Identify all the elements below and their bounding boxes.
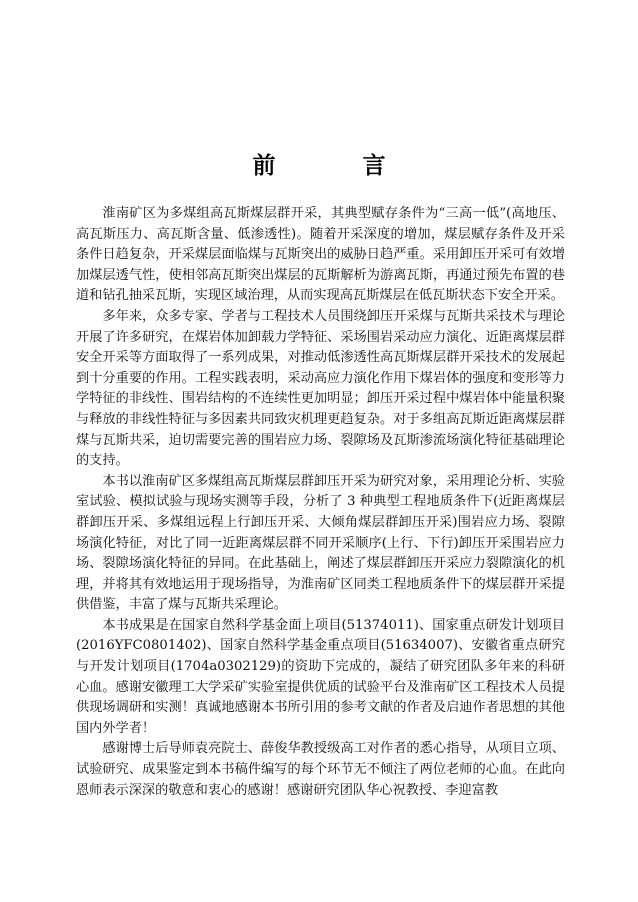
preface-body [76,204,565,801]
paragraph: 淮南矿区为多煤组高瓦斯煤层群开采，其典型赋存条件为“三高一低”(高地压、高瓦斯压力、高瓦斯含量、低渗透性)。随着开采深度的增加，煤层赋存条件及开采条件日趋复杂，开采煤层面临煤与瓦斯突出的威胁日趋严重。采用卸压开采可有效增加煤层透气性，使相邻高瓦斯突出煤层的瓦斯解析为游离瓦斯，再通过预先布置的巷道和钻孔抽采瓦斯，实现区域治理，从而实现高瓦斯煤层在低瓦斯状态下安全开采。 [76,206,565,304]
paragraph: 多年来，众多专家、学者与工程技术人员围绕卸压开采煤与瓦斯共采技术与理论开展了许多研究，在煤岩体加卸载力学特征、采场围岩采动应力演化、近距离煤层群安全开采等方面取得了一系列成果，对推动低渗透性高瓦斯煤层群开采技术的发展起到十分重要的作用。工程实践表明，采动高应力演化作用下煤岩体的强度和变形等力学特征的非线性、围岩结构的不连续性更加明显；卸压开采过程中煤岩体中能量积聚与释放的非线性特征与多因素共同致灾机理更趋复杂。对于多组高瓦斯近距离煤层群煤与瓦斯共采，迫切需要完善的围岩应力场、裂隙场及瓦斯渗流场演化特征基础理论的支持。 [76,308,565,469]
page-title: 前 言 [252,152,418,179]
paragraph: 本书以淮南矿区多煤组高瓦斯煤层群卸压开采为研究对象，采用理论分析、实验室试验、模拟试验与现场实测等手段，分析了 3 种典型工程地质条件下(近距离煤层群卸压开采、多煤组远程上行卸压开采、大倾角煤层群卸压开采)围岩应力场、裂隙场演化特征，对比了同一近距离煤层群不同开采顺序(上行、下行)卸压开采围岩应力场、裂隙场演化特征的异同。在此基础上，阐述了煤层群卸压开采应力裂隙演化的机理，并将其有效地运用于现场指导，为淮南矿区同类工程地质条件下的煤层群开采提供借鉴，丰富了煤与瓦斯共采理论。 [76,473,565,613]
paragraph: 本书成果是在国家自然科学基金面上项目(51374011)、国家重点研发计划项目(2016YFC0801402)、国家自然科学基金重点项目(51634007)、安徽省重点研究与开发计划项目(1704a0302129)的资助下完成的，凝结了研究团队多年来的科研心血。感谢安徽理工大学采矿实验室提供优质的试验平台及淮南矿区工程技术人员提供现场调研和实测！真诚地感谢本书所引用的参考文献的作者及启迪作者思想的其他国内外学者！ [76,617,565,736]
paragraph: 感谢博士后导师袁亮院士、薛俊华教授级高工对作者的悉心指导，从项目立项、试验研究、成果鉴定到本书稿件编写的每个环节无不倾注了两位老师的心血。在此向恩师表示深深的敬意和衷心的感谢！感谢研究团队华心祝教授、李迎富教 [76,741,565,798]
